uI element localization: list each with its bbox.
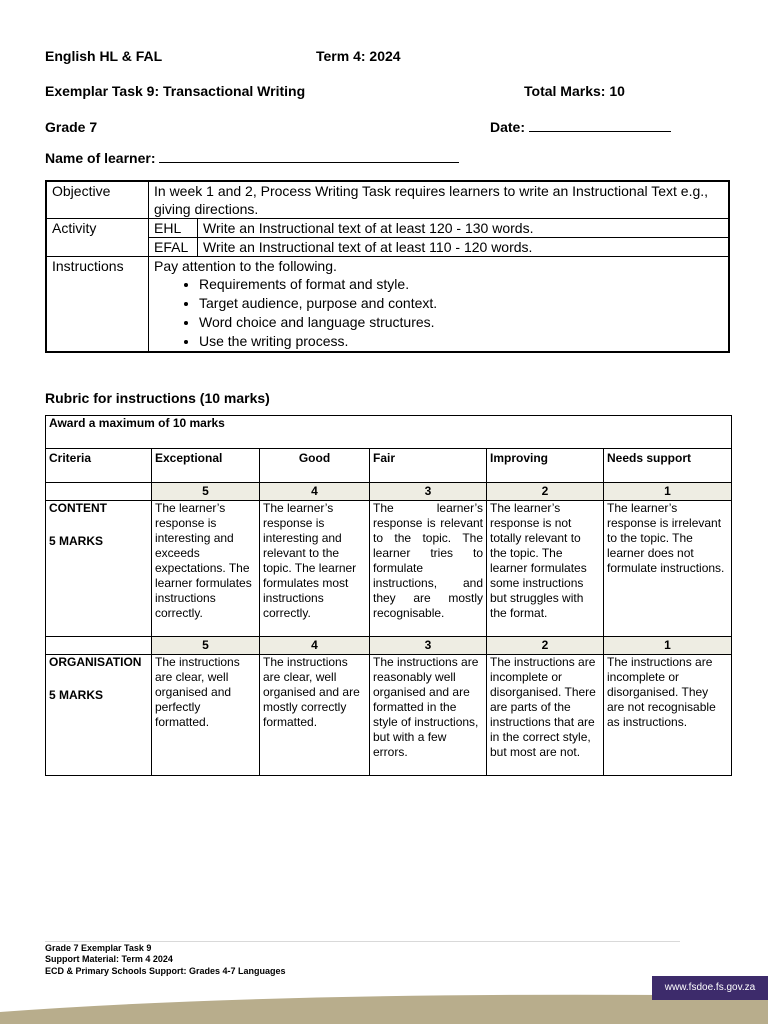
score-cell: 2 <box>487 483 604 501</box>
website-badge[interactable]: www.fsdoe.fs.gov.za <box>652 976 768 1000</box>
efal-code: EFAL <box>149 238 198 257</box>
score-cell: 4 <box>260 637 370 655</box>
header-criteria: Criteria <box>46 449 152 483</box>
total-marks: Total Marks: 10 <box>524 83 625 99</box>
score-cell: 1 <box>604 483 732 501</box>
rubric-header-row <box>46 449 732 483</box>
instructions-list <box>154 275 723 351</box>
score-spacer <box>46 637 152 655</box>
content-descriptor: The learner’s response is interesting and exceeds expectations. The learner formulates instructions correctly. <box>152 501 260 637</box>
organisation-score-row <box>46 637 732 655</box>
footer-line-1: Grade 7 Exemplar Task 9 <box>45 943 152 953</box>
footer-divider <box>45 941 680 942</box>
learner-name-field <box>45 150 459 166</box>
score-cell: 5 <box>152 637 260 655</box>
instructions-intro: Pay attention to the following. <box>154 258 337 274</box>
term-label: Term 4: 2024 <box>316 48 401 64</box>
date-label: Date: <box>490 119 526 135</box>
task-table <box>45 180 730 353</box>
activity-label: Activity <box>46 219 149 257</box>
header-needs-support: Needs support <box>604 449 732 483</box>
instructions-cell <box>149 257 730 353</box>
content-descriptor: The learner’s response is interesting and relevant to the topic. The learner formulates most instructions correctly. <box>260 501 370 637</box>
score-cell: 1 <box>604 637 732 655</box>
score-cell: 3 <box>370 637 487 655</box>
header-exceptional: Exceptional <box>152 449 260 483</box>
organisation-label: ORGANISATION <box>49 655 142 669</box>
instructions-label: Instructions <box>46 257 149 353</box>
objective-row <box>46 181 729 219</box>
date-blank-line <box>529 119 671 132</box>
task-title: Exemplar Task 9: Transactional Writing <box>45 83 306 99</box>
content-descriptor: The learner’s response is relevant to the topic. The learner tries to formulate instructions, and they are mostly recognisable. <box>370 501 487 637</box>
organisation-descriptor: The instructions are clear, well organised and are mostly correctly formatted. <box>260 655 370 776</box>
instruction-item: • Target audience, purpose and context. <box>199 294 723 313</box>
award-text: Award a maximum of 10 marks <box>46 416 732 449</box>
score-cell: 4 <box>260 483 370 501</box>
organisation-descriptor: The instructions are reasonably well organised and are formatted in the style of instructions, but with a few errors. <box>370 655 487 776</box>
content-label: CONTENT <box>49 501 107 515</box>
score-cell: 5 <box>152 483 260 501</box>
ehl-code: EHL <box>149 219 198 238</box>
content-criteria <box>46 501 152 637</box>
organisation-criteria <box>46 655 152 776</box>
content-row <box>46 501 732 637</box>
organisation-descriptor: The instructions are clear, well organised and perfectly formatted. <box>152 655 260 776</box>
organisation-marks: 5 MARKS <box>49 688 104 702</box>
score-spacer <box>46 483 152 501</box>
header-good: Good <box>260 449 370 483</box>
date-field <box>490 119 671 135</box>
subject-label: English HL & FAL <box>45 48 163 64</box>
efal-text: Write an Instructional text of at least 110 - 120 words. <box>198 238 730 257</box>
instructions-row <box>46 257 729 353</box>
ehl-text: Write an Instructional text of at least 120 - 130 words. <box>198 219 730 238</box>
header-fair: Fair <box>370 449 487 483</box>
footer-line-2: Support Material: Term 4 2024 <box>45 954 173 964</box>
instruction-item: • Requirements of format and style. <box>199 275 723 294</box>
instruction-item: • Use the writing process. <box>199 332 723 351</box>
grade-label: Grade 7 <box>45 119 98 135</box>
activity-row-ehl <box>46 219 729 238</box>
activity-row-efal <box>46 238 729 257</box>
content-score-row <box>46 483 732 501</box>
header-improving: Improving <box>487 449 604 483</box>
rubric-table <box>45 415 732 776</box>
objective-label: Objective <box>46 181 149 219</box>
rubric-title: Rubric for instructions (10 marks) <box>45 390 270 406</box>
organisation-descriptor: The instructions are incomplete or disorganised. There are parts of the instructions that are in the correct style, but most are not. <box>487 655 604 776</box>
score-cell: 3 <box>370 483 487 501</box>
content-descriptor: The learner’s response is not totally relevant to the topic. The learner formulates some instructions but struggles with the format. <box>487 501 604 637</box>
footer-line-3: ECD & Primary Schools Support: Grades 4-7 Languages <box>45 966 286 976</box>
learner-name-blank-line <box>159 150 459 163</box>
score-cell: 2 <box>487 637 604 655</box>
organisation-row <box>46 655 732 776</box>
learner-name-label: Name of learner: <box>45 150 156 166</box>
content-marks: 5 MARKS <box>49 534 104 548</box>
objective-text: In week 1 and 2, Process Writing Task requires learners to write an Instructional Text e.g., giving directions. <box>149 181 730 219</box>
content-descriptor: The learner’s response is irrelevant to the topic. The learner does not formulate instructions. <box>604 501 732 637</box>
award-row <box>46 416 732 449</box>
organisation-descriptor: The instructions are incomplete or disorganised. They are not recognisable as instructions. <box>604 655 732 776</box>
instruction-item: • Word choice and language structures. <box>199 313 723 332</box>
